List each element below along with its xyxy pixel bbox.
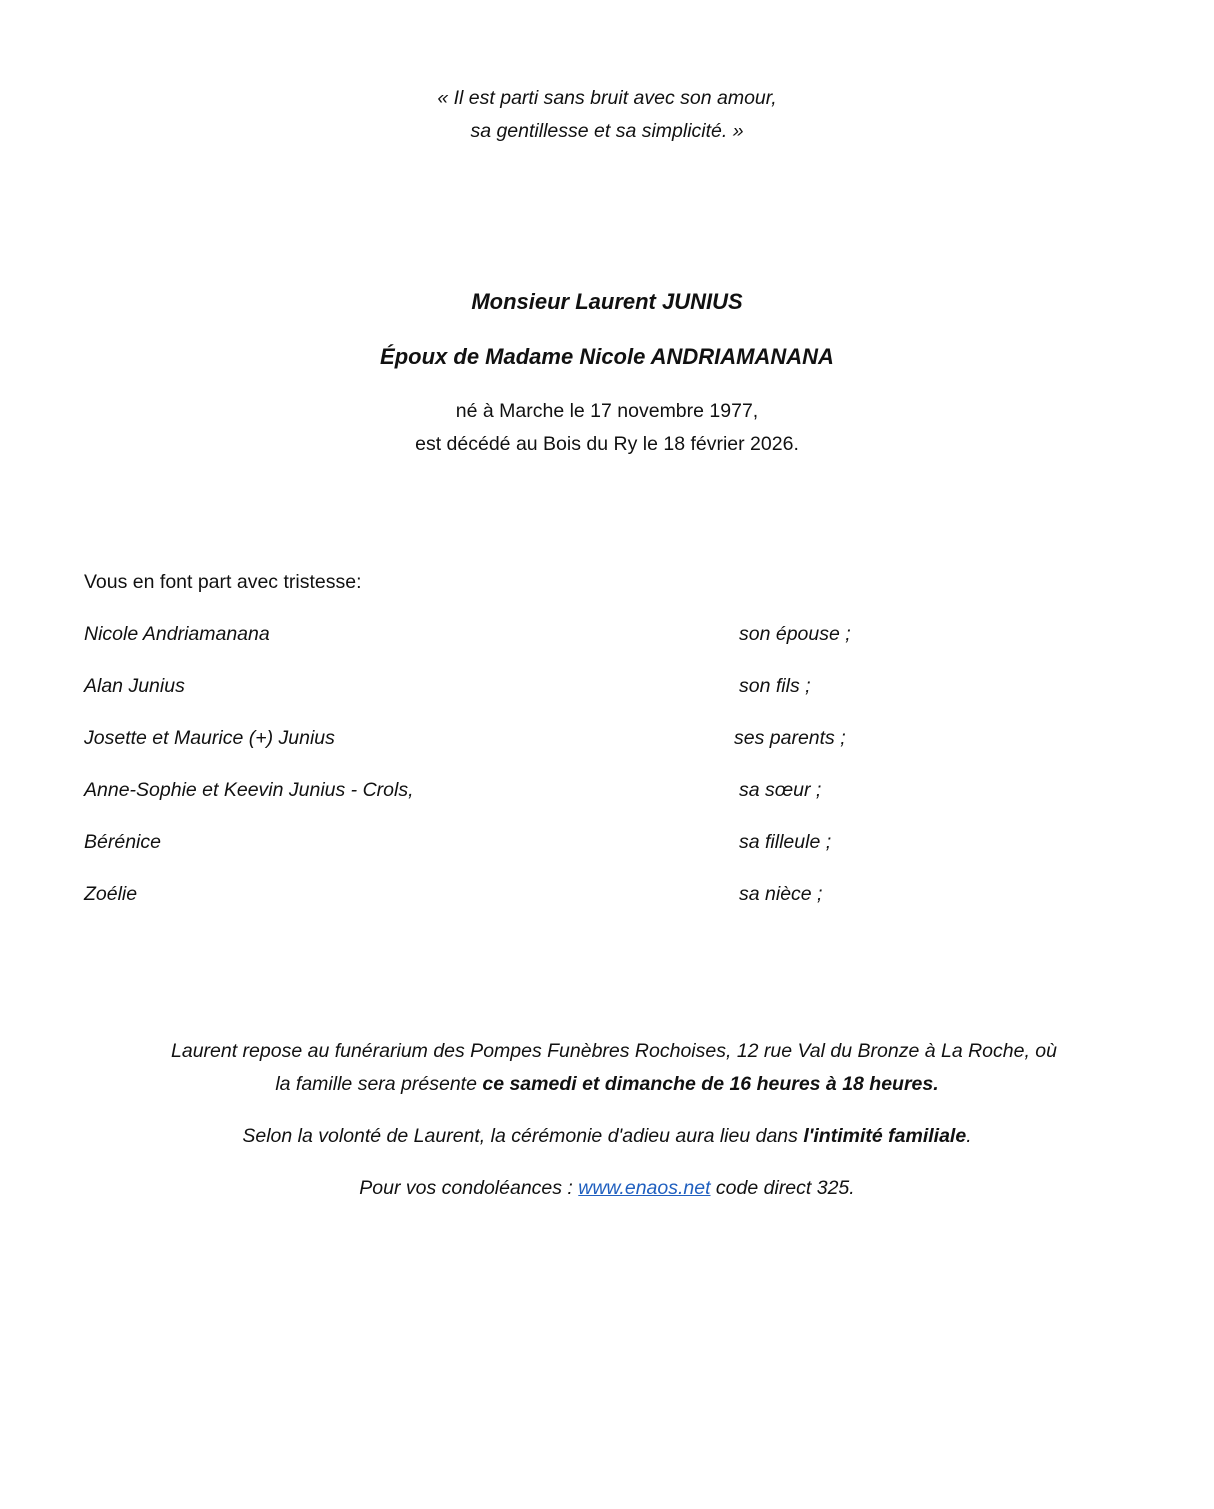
death-line: est décédé au Bois du Ry le 18 février 2026. xyxy=(415,433,799,455)
repose-line-2 xyxy=(0,1071,1214,1097)
deceased-name: Monsieur Laurent JUNIUS xyxy=(471,289,743,314)
family-relation: son épouse ; xyxy=(739,623,851,645)
announcement-intro: Vous en font part avec tristesse: xyxy=(84,571,362,593)
birth-line: né à Marche le 17 novembre 1977, xyxy=(455,400,759,422)
quote-line-2: sa gentillesse et sa simplicité. » xyxy=(470,120,744,142)
family-name: Josette et Maurice (+) Junius xyxy=(84,727,335,749)
family-relation: sa nièce ; xyxy=(739,883,823,905)
condolences-line xyxy=(0,1175,1214,1201)
visiting-hours: ce samedi et dimanche de 16 heures à 18 heures. xyxy=(482,1073,939,1095)
family-name: Zoélie xyxy=(84,883,138,905)
family-name: Alan Junius xyxy=(84,675,185,697)
ceremony-text: Selon la volonté de Laurent, la cérémonie d'adieu aura lieu dans xyxy=(242,1125,804,1147)
family-relation: sa filleule ; xyxy=(739,831,832,853)
family-name: Bérénice xyxy=(84,831,161,853)
ceremony-period: . xyxy=(966,1125,972,1147)
family-relation: ses parents ; xyxy=(734,727,846,749)
family-name: Anne-Sophie et Keevin Junius - Crols, xyxy=(84,779,414,801)
ceremony-line xyxy=(0,1123,1214,1149)
family-name: Nicole Andriamanana xyxy=(84,623,270,645)
family-relation: sa sœur ; xyxy=(739,779,822,801)
condolences-link[interactable]: www.enaos.net xyxy=(578,1177,711,1199)
ceremony-privacy: l'intimité familiale xyxy=(803,1125,967,1147)
family-relation: son fils ; xyxy=(739,675,811,697)
repose-text: la famille sera présente xyxy=(275,1073,483,1095)
spouse-line: Époux de Madame Nicole ANDRIAMANANA xyxy=(380,344,834,369)
repose-line-1: Laurent repose au funérarium des Pompes Funèbres Rochoises, 12 rue Val du Bronze à La Roche, où xyxy=(171,1040,1057,1062)
condolences-text: Pour vos condoléances : xyxy=(359,1177,579,1199)
quote-line-1: « Il est parti sans bruit avec son amour, xyxy=(437,87,777,109)
condolences-code: code direct 325. xyxy=(710,1177,855,1199)
